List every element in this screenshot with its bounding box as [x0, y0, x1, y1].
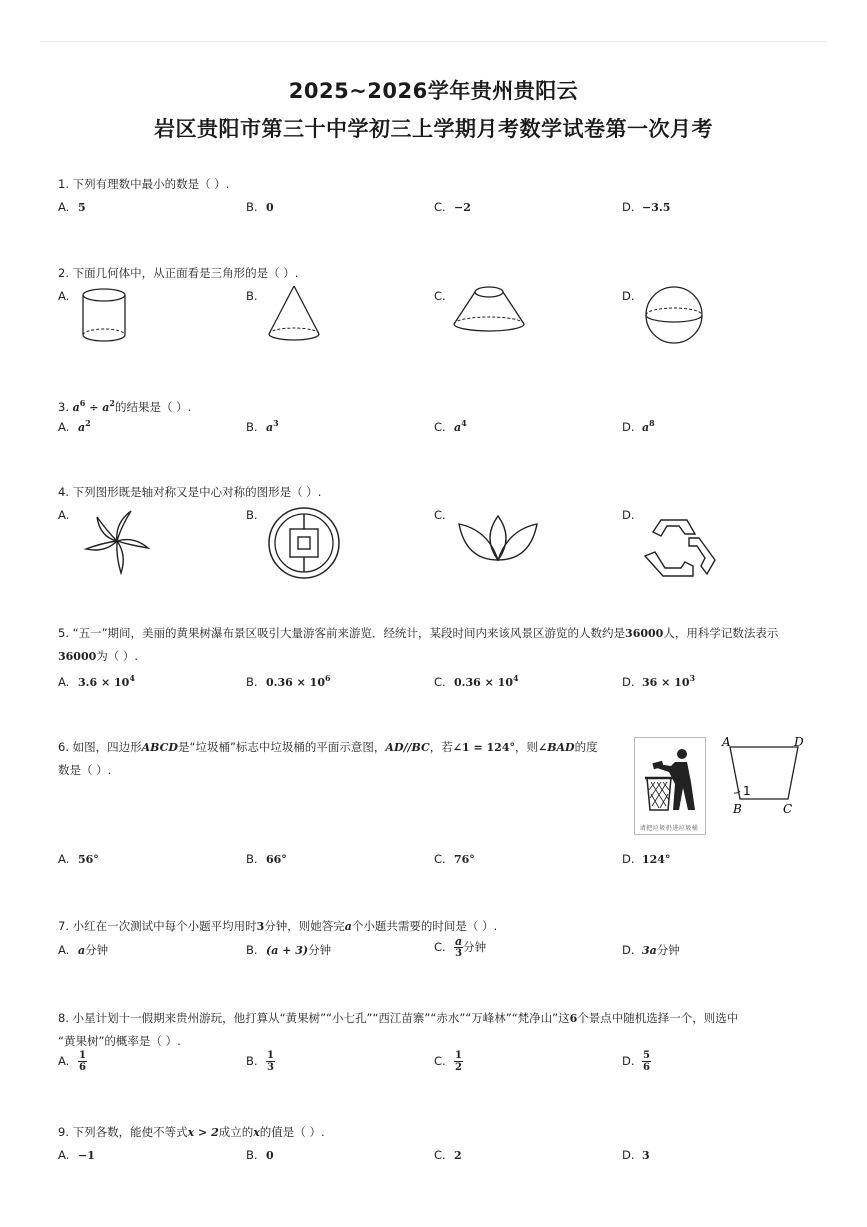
question-3-stem: 3. $a^6 \div a^2$的结果是（ ）. — [58, 398, 192, 414]
q1-option-c[interactable]: C. −2 — [434, 200, 471, 214]
q7-fraction: $\frac{a}{3}$ — [455, 935, 463, 959]
q8-option-d[interactable]: D. $\frac{5}{6}$ — [622, 1050, 650, 1073]
q6-option-a[interactable]: A. 56° — [58, 852, 99, 866]
q5-option-d[interactable]: D. $36 \times 10^3$ — [622, 673, 696, 689]
cylinder-icon — [80, 287, 128, 345]
label-c: C — [783, 802, 793, 816]
q4-option-a[interactable]: A. — [58, 508, 70, 522]
q3-option-c[interactable]: C. $a^4$ — [434, 418, 467, 434]
header-divider — [40, 41, 827, 42]
q7-option-a[interactable]: A. a分钟 — [58, 943, 109, 957]
question-2-stem: 2. 下面几何体中，从正面看是三角形的是（ ）. — [58, 266, 299, 280]
question-9-stem: 9. 下列各数，能使不等式x > 2成立的x的值是（ ）. — [58, 1125, 325, 1139]
cone-icon — [266, 284, 322, 344]
page-title-line1: 2025~2026学年贵州贵阳云 — [288, 79, 579, 103]
q5-option-b[interactable]: B. $0.36 \times 10^6$ — [246, 673, 331, 689]
q8-option-b[interactable]: B. $\frac{1}{3}$ — [246, 1050, 274, 1073]
q7-option-c[interactable]: C. $\frac{a}{3}$ 分钟 — [434, 935, 487, 959]
q1-option-a[interactable]: A. 5 — [58, 200, 86, 214]
q3-option-d[interactable]: D. $a^8$ — [622, 418, 655, 434]
q2-option-b[interactable]: B. — [246, 289, 258, 303]
q3-option-a[interactable]: A. $a^2$ — [58, 418, 91, 434]
question-7-stem: 7. 小红在一次测试中每个小题平均用时3分钟，则她答完a个小题共需要的时间是（ ）. — [58, 919, 498, 933]
q6-option-d[interactable]: D. 124° — [622, 852, 671, 866]
label-b: B — [733, 802, 742, 816]
recycle-icon — [641, 516, 719, 580]
question-6-stem: 6. 如图，四边形ABCD是“垃圾桶”标志中垃圾桶的平面示意图，AD//BC，若∠1 = 124°，则∠BAD的度 数是（ ）. — [58, 740, 598, 777]
label-d: D — [794, 735, 804, 749]
sphere-icon — [643, 285, 705, 345]
q5-option-c[interactable]: C. $0.36 \times 10^4$ — [434, 673, 519, 689]
question-5-stem: 5. “五一”期间，美丽的黄果树瀑布景区吸引大量游客前来游览．经统计，某段时间内来该风景区游览的人数约是36000人，用科学记数法表示 36000为（ ）. — [58, 626, 779, 663]
label-angle-1: 1 — [743, 784, 751, 798]
question-1-stem: 1. 下列有理数中最小的数是（ ）. — [58, 177, 230, 191]
q7-option-b[interactable]: B. (a + 3)分钟 — [246, 943, 332, 957]
page-title-line2: 岩区贵阳市第三十中学初三上学期月考数学试卷第一次月考 — [154, 117, 713, 141]
q6-option-b[interactable]: B. 66° — [246, 852, 287, 866]
q1-option-b[interactable]: B. 0 — [246, 200, 274, 214]
person-throwing-trash-icon — [635, 738, 705, 822]
question-8-stem: 8. 小星计划十一假期来贵州游玩，他打算从“黄果树”“小七孔”“西江苗寨”“赤水”“万峰林”“梵净山”这6个景点中随机选择一个，则选中 “黄果树”的概率是（ ）. — [58, 1011, 739, 1048]
coin-icon — [267, 506, 341, 580]
q3-option-b[interactable]: B. $a^3$ — [246, 418, 279, 434]
q9-option-d[interactable]: D. 3 — [622, 1148, 650, 1162]
pinwheel-icon — [80, 505, 154, 577]
q2-option-a[interactable]: A. — [58, 289, 70, 303]
q7-option-d[interactable]: D. 3a分钟 — [622, 943, 680, 957]
trash-sign-figure — [634, 737, 706, 835]
question-4-stem: 4. 下列图形既是轴对称又是中心对称的图形是（ ）. — [58, 485, 322, 499]
q4-option-c[interactable]: C. — [434, 508, 446, 522]
q9-option-c[interactable]: C. 2 — [434, 1148, 462, 1162]
trapezoid-abcd-diagram — [718, 733, 810, 819]
q4-option-b[interactable]: B. — [246, 508, 258, 522]
lotus-icon — [456, 514, 540, 564]
q8-option-a[interactable]: A. $\frac{1}{6}$ — [58, 1050, 86, 1073]
trash-sign-caption: 请把垃圾扔进垃圾桶 — [639, 825, 699, 832]
q8-option-c[interactable]: C. $\frac{1}{2}$ — [434, 1050, 462, 1073]
q6-option-c[interactable]: C. 76° — [434, 852, 475, 866]
q2-option-c[interactable]: C. — [434, 289, 446, 303]
q9-option-b[interactable]: B. 0 — [246, 1148, 274, 1162]
frustum-icon — [450, 284, 528, 336]
q4-option-d[interactable]: D. — [622, 508, 635, 522]
label-a: A — [722, 735, 731, 749]
q5-option-a[interactable]: A. $3.6 \times 10^4$ — [58, 673, 135, 689]
q2-option-d[interactable]: D. — [622, 289, 635, 303]
q1-option-d[interactable]: D. −3.5 — [622, 200, 671, 214]
q9-option-a[interactable]: A. −1 — [58, 1148, 95, 1162]
